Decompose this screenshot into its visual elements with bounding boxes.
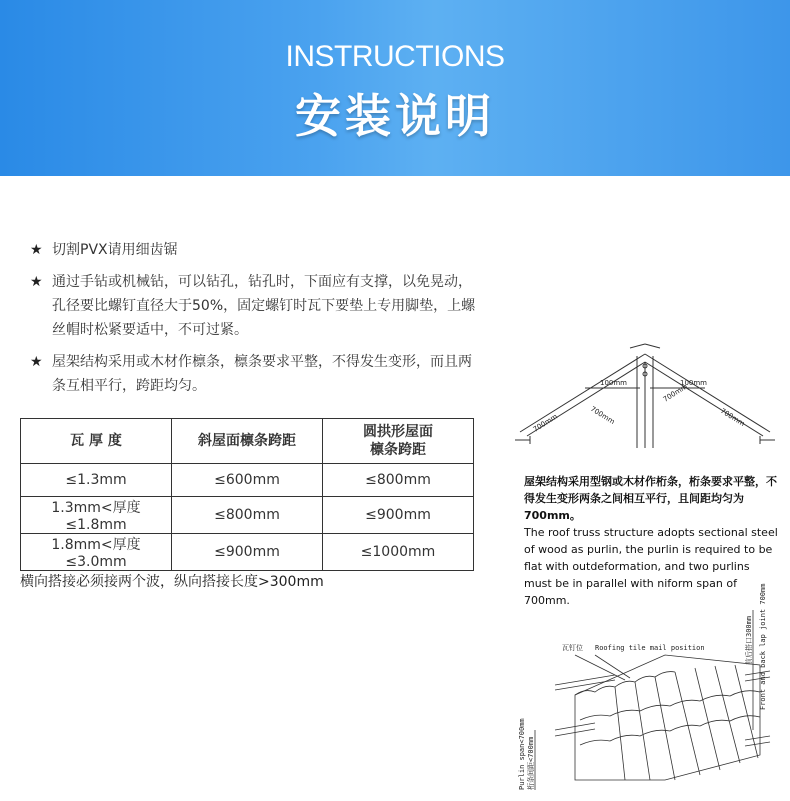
table-row bbox=[21, 497, 474, 534]
header-sloped-span: 斜屋面檩条跨距 bbox=[172, 419, 323, 464]
banner-title-en: INSTRUCTIONS bbox=[285, 40, 505, 73]
table-row bbox=[21, 464, 474, 497]
star-icon: ★ bbox=[30, 354, 43, 370]
table-cell: ≤900mm bbox=[172, 534, 323, 571]
table-cell: ≤800mm bbox=[172, 497, 323, 534]
instruction-list bbox=[30, 238, 480, 406]
instruction-text: 屋架结构采用或木材作檩条，檩条要求平整，不得发生变形，而且两条互相平行，跨距均匀。 bbox=[52, 354, 472, 394]
purlin-label-en: Purlin span<700mm bbox=[518, 718, 526, 790]
purlin-span-table bbox=[20, 418, 474, 571]
table-cell: ≤900mm bbox=[323, 497, 474, 534]
instruction-text: 切割PVX请用细齿锯 bbox=[52, 242, 178, 258]
truss-label: 700mm bbox=[531, 412, 559, 434]
banner-title-cn: 安装说明 bbox=[295, 89, 495, 143]
table-cell: ≤800mm bbox=[323, 464, 474, 497]
header-thickness: 瓦 厚 度 bbox=[21, 419, 172, 464]
truss-label: 100mm bbox=[600, 379, 627, 387]
instruction-item bbox=[30, 238, 480, 262]
table-cell: ≤1000mm bbox=[323, 534, 474, 571]
table-header-row bbox=[21, 419, 474, 464]
lap-label-en: Front and back lap joint 700mm bbox=[759, 583, 767, 710]
table-row bbox=[21, 534, 474, 571]
nail-label-en: Roofing tile mail position bbox=[595, 644, 705, 652]
table-cell: ≤1.3mm bbox=[21, 464, 172, 497]
roof-truss-diagram bbox=[515, 340, 775, 460]
purlin-label-cn: 桁条间距<700mm bbox=[527, 736, 535, 790]
lap-note: 横向搭接必须接两个波，纵向搭接长度>300mm bbox=[20, 574, 324, 590]
table-cell: 1.3mm<厚度≤1.8mm bbox=[21, 497, 172, 534]
truss-label: 700mm bbox=[588, 404, 617, 427]
instruction-item bbox=[30, 350, 480, 398]
header-arched-span: 圆拱形屋面 檩条跨距 bbox=[323, 419, 474, 464]
header-banner bbox=[0, 0, 790, 176]
star-icon: ★ bbox=[30, 242, 43, 258]
caption-cn: 屋架结构采用型钢或木材作桁条，桁条要求平整，不得发生变形两条之间相互平行，且间距均匀为700mm。 bbox=[524, 475, 777, 522]
star-icon: ★ bbox=[30, 274, 43, 290]
caption-en: The roof truss structure adopts sectional steel of wood as purlin, the purlin is required to be flat with outdeformation, and two purlins must be in parallel with niform span of 700mm. bbox=[524, 526, 778, 607]
lap-label-cn: 前后搭口300mm bbox=[745, 615, 753, 665]
nail-label-cn: 瓦钉位 bbox=[562, 644, 583, 652]
truss-label: 700mm bbox=[661, 382, 689, 404]
instruction-item bbox=[30, 270, 480, 342]
truss-label: 700mm bbox=[718, 406, 747, 429]
table-cell: ≤600mm bbox=[172, 464, 323, 497]
table-cell: 1.8mm<厚度≤3.0mm bbox=[21, 534, 172, 571]
truss-label: 100mm bbox=[680, 379, 707, 387]
instruction-text: 通过手钻或机械钻，可以钻孔，钻孔时，下面应有支撑，以免晃动，孔径要比螺钉直径大于50%，固定螺钉时瓦下要垫上专用脚垫，上螺丝帽时松紧要适中，不可过紧。 bbox=[52, 274, 476, 338]
corrugated-roof-diagram bbox=[515, 580, 785, 795]
